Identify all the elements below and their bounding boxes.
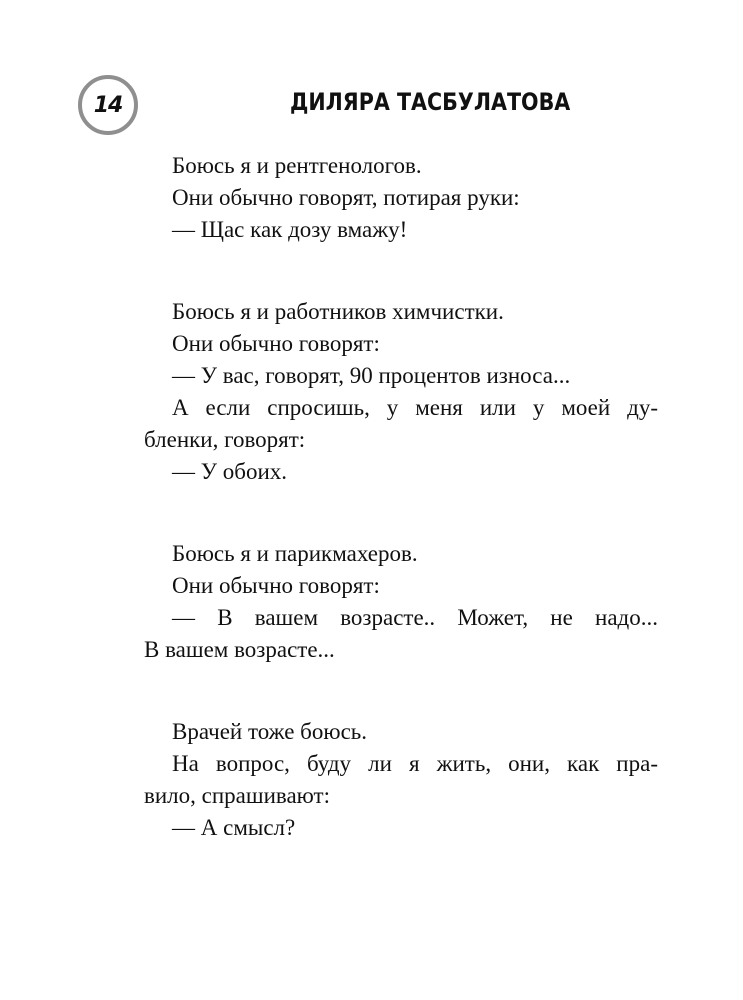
- text-line: бленки, говорят:: [144, 427, 306, 452]
- text-line: — А смысл?: [172, 815, 296, 840]
- stanza: [144, 296, 658, 488]
- text-line: Они обычно говорят:: [172, 331, 380, 356]
- text-line: — В вашем возрасте.. Может, не надо...: [172, 605, 658, 630]
- stanza: [144, 150, 658, 246]
- text-line: — У вас, говорят, 90 процентов износа...: [172, 363, 571, 388]
- stanza: [144, 716, 658, 844]
- stanza-gap: [144, 246, 658, 296]
- text-line: — У обоих.: [172, 459, 288, 484]
- text-line: В вашем возрасте...: [144, 637, 335, 662]
- text-line: Врачей тоже боюсь.: [172, 719, 368, 744]
- page-number-badge: 14: [78, 75, 138, 135]
- stanza-gap: [144, 666, 658, 716]
- text-line: Боюсь я и парикмахеров.: [172, 541, 418, 566]
- text-line: А если спросишь, у меня или у моей ду-: [172, 395, 658, 420]
- text-line: Боюсь я и работников химчистки.: [172, 299, 504, 324]
- stanza: [144, 538, 658, 666]
- text-line: — Щас как дозу вмажу!: [172, 217, 408, 242]
- text-line: На вопрос, буду ли я жить, они, как пра-: [172, 751, 658, 776]
- text-line: Они обычно говорят:: [172, 573, 380, 598]
- text-line: Боюсь я и рентгенологов.: [172, 153, 422, 178]
- stanza-gap: [144, 488, 658, 538]
- text-line: вило, спрашивают:: [144, 783, 330, 808]
- text-line: Они обычно говорят, потирая руки:: [172, 185, 520, 210]
- author-header: ДИЛЯРА ТАСБУЛАТОВА: [290, 88, 571, 116]
- main-text: [144, 150, 658, 844]
